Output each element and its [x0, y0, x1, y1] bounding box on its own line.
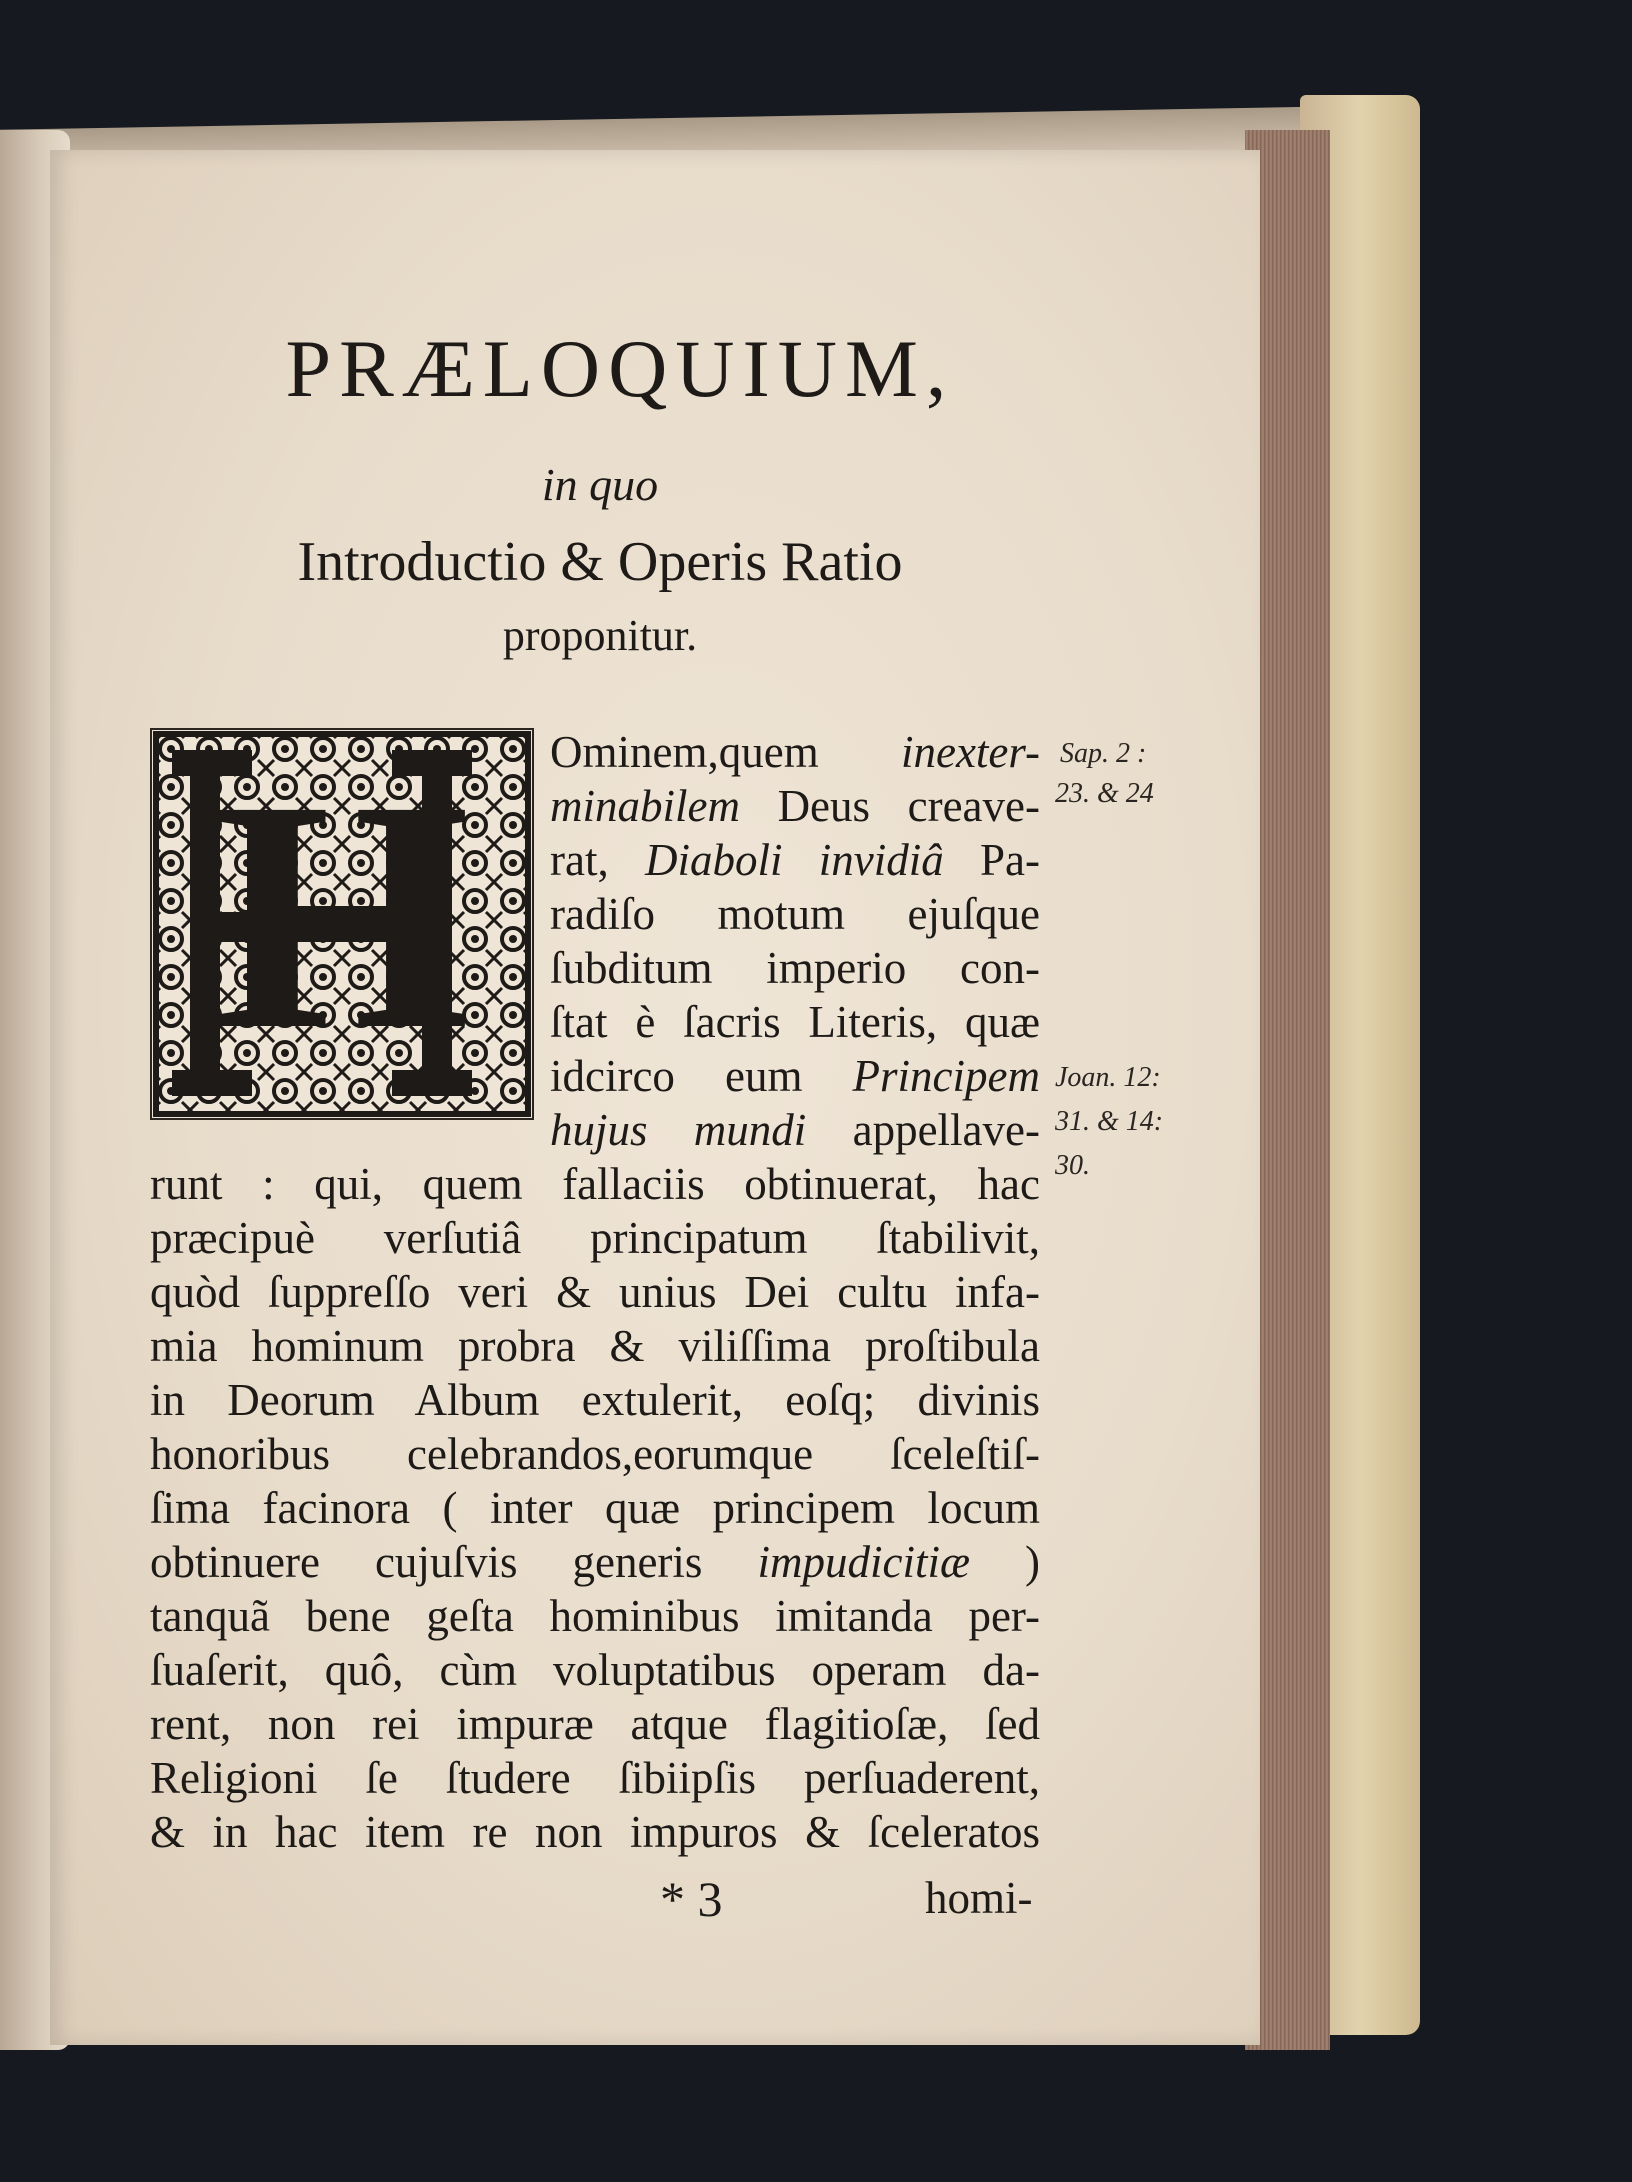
text-line: in Deorum Album extulerit, eoſq; divinis	[150, 1375, 1040, 1425]
text-line: Religioni ſe ſtudere ſibiipſis perſuaderent,	[150, 1753, 1040, 1803]
section-heading: Introductio & Operis Ratio	[297, 531, 903, 593]
margin-note: Sap. 2 :	[1060, 738, 1147, 769]
text-line: radiſo motum ejuſque	[550, 889, 1040, 939]
text-line: mia hominum probra & viliſſima proſtibula	[150, 1321, 1040, 1371]
page-title: PRÆLOQUIUM,	[285, 323, 955, 414]
margin-note: 30.	[1055, 1150, 1090, 1181]
subtitle: in quo	[541, 459, 659, 510]
text-line: præcipuè verſutiâ principatum ſtabilivit,	[150, 1213, 1040, 1263]
section-heading-continued: proponitur.	[502, 611, 698, 660]
margin-note: Joan. 12:	[1055, 1062, 1161, 1093]
text-line: rent, non rei impuræ atque flagitioſæ, ſed	[150, 1699, 1040, 1749]
margin-note: 23. & 24	[1055, 778, 1154, 809]
text-line: minabilem Deus creave-	[550, 781, 1040, 831]
text-line: Ominem,quem inexter-	[550, 727, 1040, 777]
margin-note: 31. & 14:	[1055, 1106, 1164, 1137]
signature-mark: * 3	[660, 1871, 723, 1927]
text-line: ſtat è ſacris Literis, quæ	[550, 997, 1040, 1047]
text-line: & in hac item re non impuros & ſceleratos	[150, 1807, 1040, 1857]
text-line: obtinuere cujuſvis generis impudicitiæ )	[150, 1537, 1040, 1587]
text-line: idcirco eum Principem	[550, 1051, 1040, 1101]
text-line: tanquã bene geſta hominibus imitanda per-	[150, 1591, 1040, 1641]
text-line: rat, Diaboli invidiâ Pa-	[550, 835, 1040, 885]
text-line: ſuaſerit, quô, cùm voluptatibus operam da-	[150, 1645, 1040, 1695]
text-line: honoribus celebrandos,eorumque ſceleſtiſ-	[150, 1429, 1040, 1479]
catchword: homi-	[925, 1873, 1033, 1923]
text-line: quòd ſuppreſſo veri & unius Dei cultu infa-	[150, 1267, 1040, 1317]
decorated-initial	[150, 728, 534, 1120]
text-line: hujus mundi appellave-	[550, 1105, 1040, 1155]
text-line: runt : qui, quem fallaciis obtinuerat, hac	[150, 1159, 1040, 1209]
drop-cap-letter: H	[213, 733, 471, 1098]
text-line: ſubditum imperio con-	[550, 943, 1040, 993]
decorated-initial-art	[152, 730, 532, 1118]
text-line: ſima facinora ( inter quæ principem locum	[150, 1483, 1040, 1533]
